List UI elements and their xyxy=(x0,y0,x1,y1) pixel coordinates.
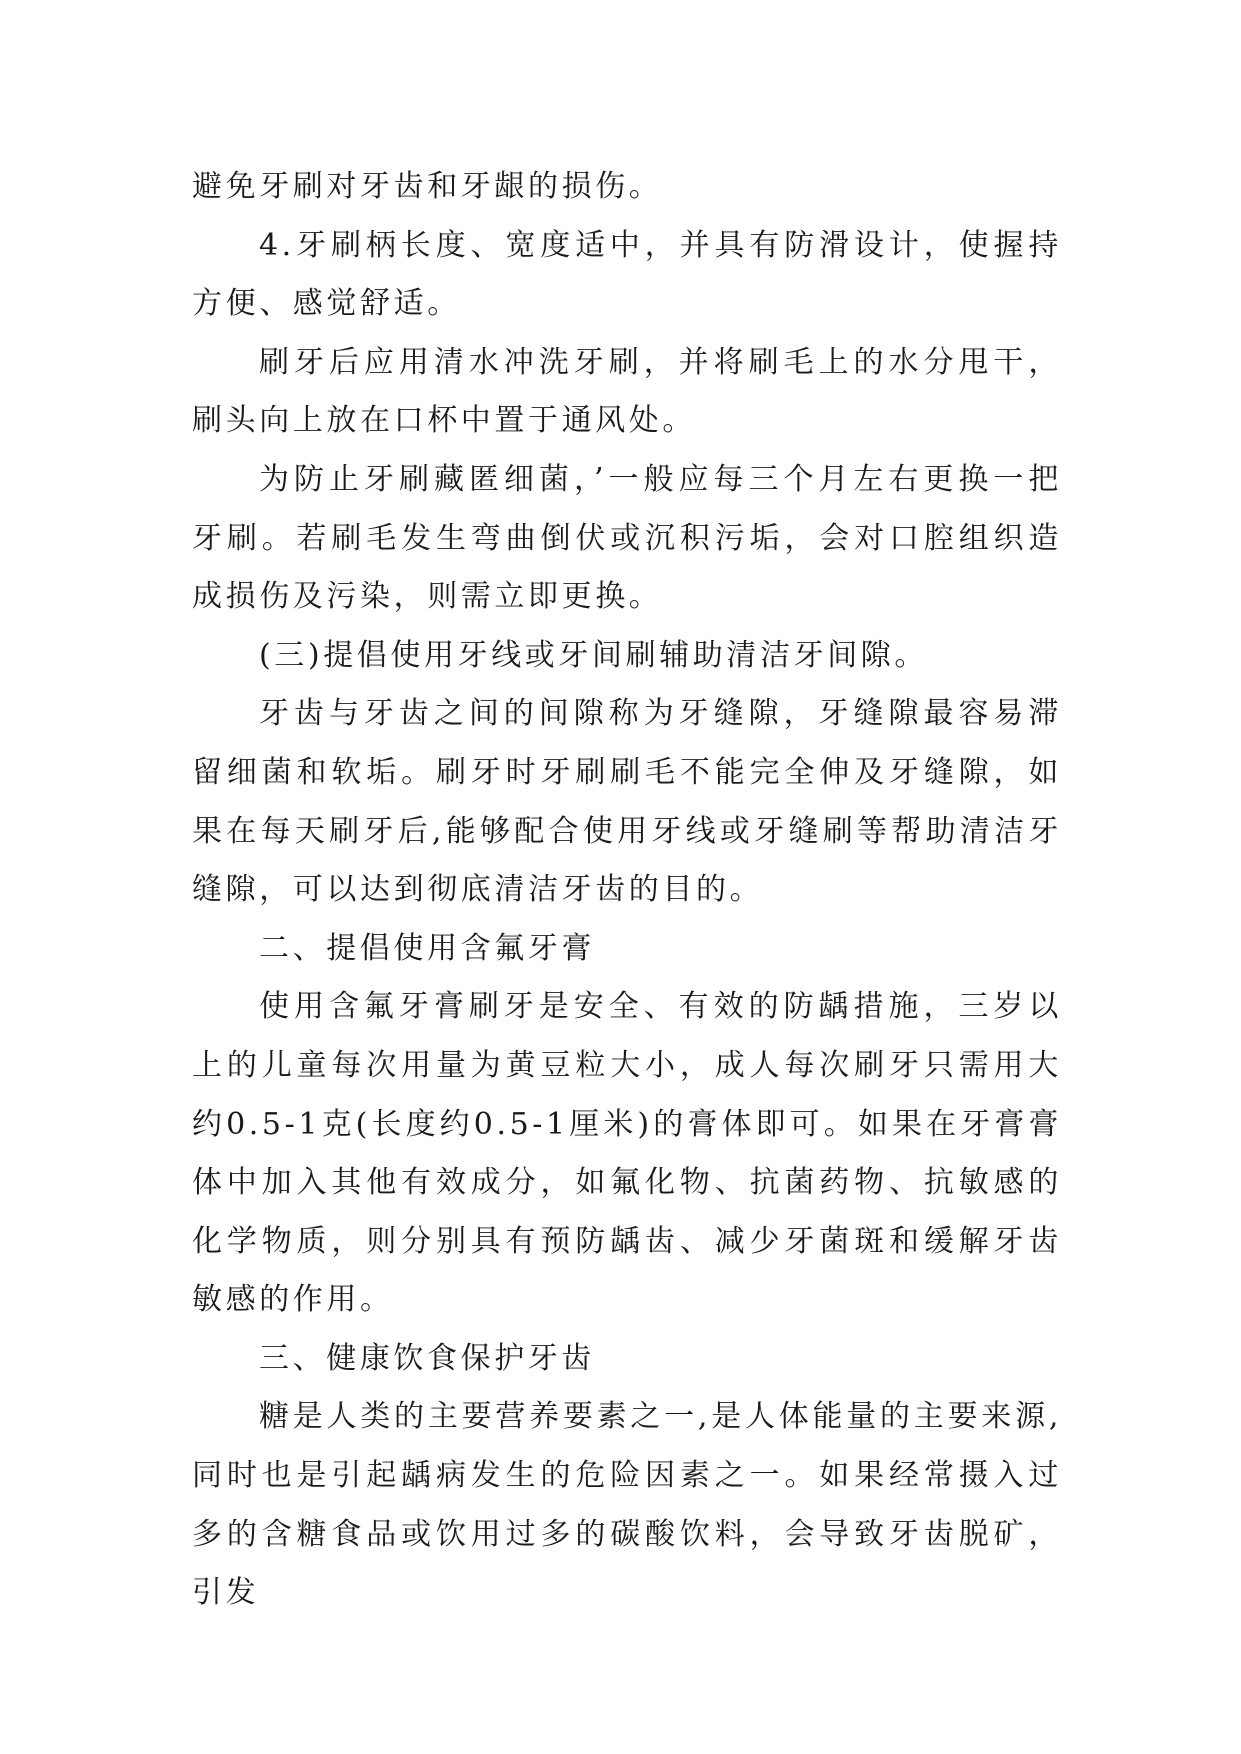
paragraph-interdental-gaps: 牙齿与牙齿之间的间隙称为牙缝隙，牙缝隙最容易滞留细菌和软垢。刷牙时牙刷刷毛不能完全伸及牙缝隙，如果在每天刷牙后,能够配合使用牙线或牙缝刷等帮助清洁牙缝隙，可以达到彻底清洁牙齿的目的。 xyxy=(192,696,1062,908)
document-body xyxy=(192,158,1062,1623)
paragraph-toothbrush-handle: 4.牙刷柄长度、宽度适中，并具有防滑设计，使握持方便、感觉舒适。 xyxy=(192,227,1062,322)
section-heading-fluoride-toothpaste: 二、提倡使用含氟牙膏 xyxy=(259,930,595,966)
section-heading-healthy-diet: 三、健康饮食保护牙齿 xyxy=(259,1340,595,1376)
paragraph-sugar-intake: 糖是人类的主要营养要素之一,是人体能量的主要来源,同时也是引起龋病发生的危险因素之一。如果经常摄入过多的含糖食品或饮用过多的碳酸饮料，会导致牙齿脱矿，引发 xyxy=(192,1399,1062,1611)
paragraph-toothbrush-damage-end: 避免牙刷对牙齿和牙龈的损伤。 xyxy=(192,169,663,204)
paragraph-replace-toothbrush: 为防止牙刷藏匿细菌，’一般应每三个月左右更换一把牙刷。若刷毛发生弯曲倒伏或沉积污垢，会对口腔组织造成损伤及污染，则需立即更换。 xyxy=(192,461,1062,615)
paragraph-rinse-toothbrush: 刷牙后应用清水冲洗牙刷，并将刷毛上的水分甩干，刷头向上放在口杯中置于通风处。 xyxy=(192,344,1062,439)
paragraph-fluoride-toothpaste: 使用含氟牙膏刷牙是安全、有效的防龋措施，三岁以上的儿童每次用量为黄豆粒大小，成人每次刷牙只需用大约0.5-1克(长度约0.5-1厘米)的膏体即可。如果在牙膏膏体中加入其他有效成分，如氟化物、抗菌药物、抗敏感的化学物质，则分别具有预防龋齿、减少牙菌斑和缓解牙齿敏感的作用。 xyxy=(192,989,1062,1318)
subheading-floss: (三)提倡使用牙线或牙间刷辅助清洁牙间隙。 xyxy=(259,637,929,673)
